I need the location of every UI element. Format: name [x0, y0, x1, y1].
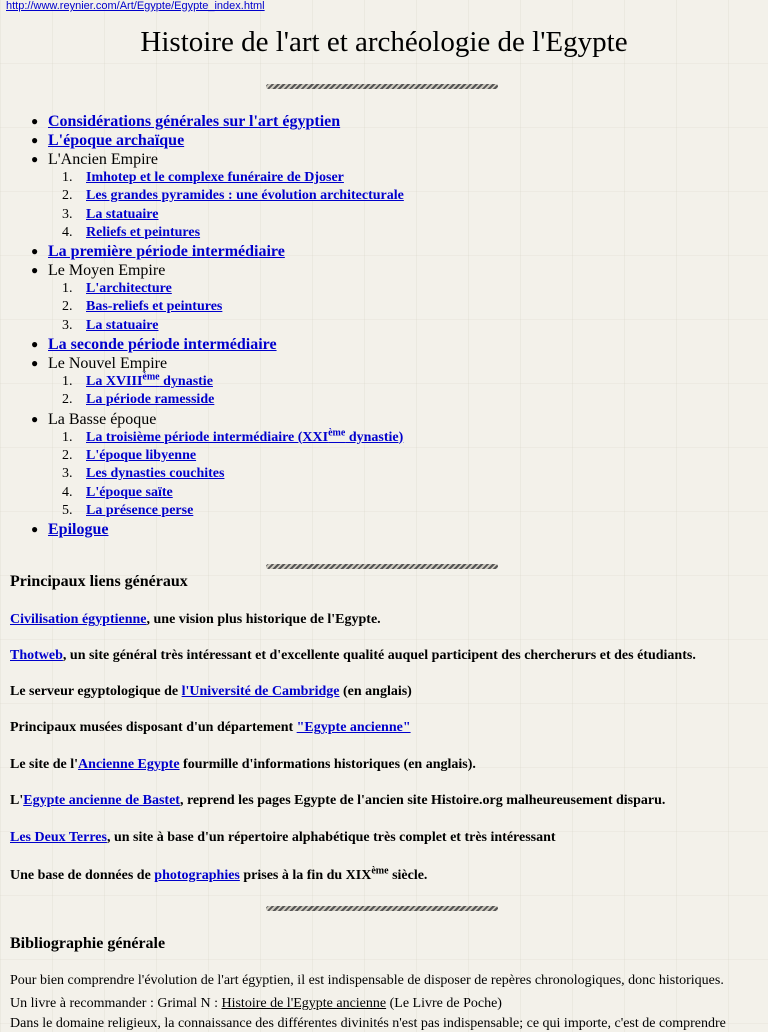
list-number: 3. — [62, 466, 73, 482]
toc-subitem-text[interactable] — [86, 447, 196, 465]
toc-subitem-text[interactable] — [86, 280, 172, 298]
toc-subitem-text[interactable] — [86, 187, 404, 205]
toc-sublink[interactable]: La période ramesside — [86, 392, 215, 408]
list-number: 4. — [62, 484, 73, 500]
divider — [266, 84, 498, 89]
toc-subitem[interactable] — [0, 187, 768, 205]
toc-subitem-text[interactable] — [86, 484, 173, 502]
external-link[interactable]: Egypte ancienne de Bastet — [23, 793, 180, 808]
toc-subitem[interactable] — [0, 373, 768, 391]
toc-subitem[interactable] — [0, 429, 768, 447]
toc-subitem[interactable] — [0, 465, 768, 483]
external-link[interactable]: "Egypte ancienne" — [296, 720, 411, 735]
toc-sublink[interactable]: Les dynasties couchites — [86, 466, 225, 482]
toc-item[interactable] — [0, 242, 768, 261]
link-paragraph — [10, 648, 696, 664]
bibliography-text: Un livre à recommander : Grimal N : — [10, 996, 222, 1011]
toc-subitem[interactable] — [0, 447, 768, 465]
paragraph-text: siècle. — [388, 868, 428, 883]
bullet-icon: ● — [31, 114, 39, 128]
toc-subitem[interactable] — [0, 169, 768, 187]
toc-sublink[interactable]: La statuaire — [86, 317, 159, 333]
toc-link[interactable]: L'époque archaïque — [48, 132, 185, 149]
list-number: 1. — [62, 429, 73, 445]
toc-sublink[interactable]: Imhotep et le complexe funéraire de Djoser — [86, 170, 344, 185]
bullet-icon: ● — [31, 263, 39, 278]
link-paragraph — [10, 720, 411, 736]
paragraph-text: , un site général très intéressant et d'excellente qualité auquel participent des chercherurs et des étudiants. — [62, 648, 696, 663]
toc-item — [0, 410, 768, 429]
toc-subitem[interactable] — [0, 484, 768, 502]
paragraph-text: Le serveur egyptologique de — [10, 684, 182, 699]
toc-section-label: Le Nouvel Empire — [48, 355, 168, 373]
bibliography-line-3: Dans le domaine religieux, la connaissance des différentes divinités n'est pas indispensable; ce qui importe, c'est de comprendre — [10, 1016, 726, 1031]
toc-link[interactable]: La première période intermédiaire — [48, 243, 285, 261]
list-number: 5. — [62, 502, 73, 518]
list-number: 4. — [62, 224, 73, 240]
toc-link-wrapper[interactable] — [48, 131, 184, 150]
book-title: Histoire de l'Egypte ancienne — [221, 996, 387, 1011]
list-number: 2. — [62, 392, 73, 408]
toc-item[interactable] — [0, 520, 768, 539]
toc-section-label: L'Ancien Empire — [48, 151, 158, 168]
toc-item — [0, 150, 768, 169]
bullet-icon: ● — [31, 356, 39, 371]
bibliography-text: (Le Livre de Poche) — [386, 996, 502, 1011]
toc-sublink[interactable]: L'architecture — [86, 281, 172, 297]
bullet-icon: ● — [31, 411, 39, 426]
links-heading: Principaux liens généraux — [10, 573, 188, 590]
paragraph-text: Une base de données de — [10, 868, 155, 883]
toc-item[interactable] — [0, 335, 768, 354]
external-link[interactable]: Thotweb — [10, 648, 63, 663]
toc-subitem[interactable] — [0, 317, 768, 335]
external-link[interactable]: l'Université de Cambridge — [181, 684, 340, 699]
link-paragraph — [10, 757, 476, 773]
list-number: 2. — [62, 299, 73, 315]
toc-subitem[interactable] — [0, 206, 768, 224]
bullet-icon: ● — [31, 133, 39, 147]
toc-subitem[interactable] — [0, 391, 768, 409]
toc-link-wrapper[interactable] — [48, 242, 285, 261]
table-of-contents — [0, 112, 768, 539]
bibliography-line-1: Pour bien comprendre l'évolution de l'art égyptien, il est indispensable de disposer de repères chronologiques, donc historiques. — [10, 973, 724, 988]
superscript: ème — [371, 865, 389, 877]
toc-sublink[interactable]: La troisième période intermédiaire (XXIème dynastie) — [86, 427, 404, 445]
toc-subitem[interactable] — [0, 280, 768, 298]
toc-subitem[interactable] — [0, 502, 768, 520]
toc-sublink[interactable]: Reliefs et peintures — [86, 224, 201, 240]
link-paragraph — [10, 865, 428, 884]
toc-section-label: La Basse époque — [48, 410, 157, 428]
link-paragraph — [10, 793, 665, 809]
toc-item — [0, 354, 768, 373]
toc-subitem-text[interactable] — [86, 429, 403, 447]
toc-item[interactable] — [0, 131, 768, 150]
toc-sublink[interactable]: L'époque saïte — [86, 484, 173, 500]
toc-subitem-text[interactable] — [86, 317, 158, 335]
paragraph-text: Principaux musées disposant d'un département — [10, 720, 297, 735]
toc-section-label: Le Moyen Empire — [48, 262, 166, 280]
bullet-icon: ● — [31, 522, 39, 537]
toc-link-wrapper[interactable] — [48, 112, 340, 131]
toc-item — [0, 261, 768, 280]
toc-subitem-text[interactable] — [86, 169, 344, 187]
toc-link[interactable]: La seconde période intermédiaire — [48, 336, 277, 354]
toc-subitem[interactable] — [0, 298, 768, 316]
list-number: 1. — [62, 170, 73, 185]
toc-link[interactable]: Epilogue — [48, 521, 109, 539]
paragraph-text: Le site de l' — [10, 757, 79, 772]
external-link[interactable]: Les Deux Terres — [10, 830, 107, 845]
paragraph-text: L' — [10, 793, 24, 808]
external-link[interactable]: Ancienne Egypte — [78, 757, 180, 772]
toc-sublink[interactable]: Les grandes pyramides : une évolution architecturale — [86, 188, 404, 204]
paragraph-text: prises à la fin du XIX — [239, 868, 372, 883]
toc-link[interactable]: Considérations générales sur l'art égyptien — [48, 113, 341, 130]
page-title: Histoire de l'art et archéologie de l'Egypte — [140, 26, 628, 58]
paragraph-text: fourmille d'informations historiques (en anglais). — [179, 757, 476, 772]
divider — [266, 564, 498, 569]
list-number: 1. — [62, 374, 73, 390]
list-number: 3. — [62, 317, 73, 333]
toc-subitem-text[interactable] — [86, 298, 222, 316]
toc-sublink[interactable]: Bas-reliefs et peintures — [86, 299, 223, 315]
bullet-icon: ● — [31, 244, 39, 259]
list-number: 2. — [62, 188, 73, 204]
list-number: 3. — [62, 206, 73, 222]
bullet-icon: ● — [31, 152, 39, 166]
bibliography-heading: Bibliographie générale — [10, 935, 166, 952]
toc-link-wrapper[interactable] — [48, 520, 108, 539]
toc-subitem-text[interactable] — [86, 206, 158, 224]
toc-subitem[interactable] — [0, 224, 768, 242]
external-link[interactable]: photographies — [154, 868, 240, 883]
toc-subitem-text[interactable] — [86, 502, 193, 520]
link-paragraph — [10, 830, 556, 846]
toc-sublink[interactable]: La XVIIIème dynastie — [86, 371, 213, 390]
paragraph-text: , un site à base d'un répertoire alphabétique très complet et très intéressant — [106, 830, 556, 845]
page-url-link[interactable]: http://www.reynier.com/Art/Egypte/Egypte_index.html — [6, 0, 265, 12]
toc-link-wrapper[interactable] — [48, 335, 277, 354]
toc-sublink[interactable]: La présence perse — [86, 502, 194, 518]
link-paragraph — [10, 684, 412, 700]
paragraph-text: (en anglais) — [339, 684, 412, 699]
bibliography-line-2 — [10, 996, 502, 1012]
link-paragraph — [10, 612, 381, 628]
divider — [266, 906, 498, 911]
bullet-icon: ● — [31, 337, 39, 352]
toc-subitem-text[interactable] — [86, 373, 213, 391]
toc-sublink[interactable]: La statuaire — [86, 206, 159, 222]
toc-subitem-text[interactable] — [86, 224, 200, 242]
paragraph-text: , une vision plus historique de l'Egypte. — [146, 612, 381, 627]
external-link[interactable]: Civilisation égyptienne — [10, 612, 147, 627]
toc-item[interactable] — [0, 112, 768, 131]
toc-subitem-text[interactable] — [86, 391, 214, 409]
list-number: 1. — [62, 281, 73, 297]
paragraph-text: , reprend les pages Egypte de l'ancien site Histoire.org malheureusement disparu. — [179, 793, 666, 808]
toc-sublink[interactable]: L'époque libyenne — [86, 447, 197, 463]
toc-subitem-text[interactable] — [86, 465, 224, 483]
list-number: 2. — [62, 447, 73, 463]
